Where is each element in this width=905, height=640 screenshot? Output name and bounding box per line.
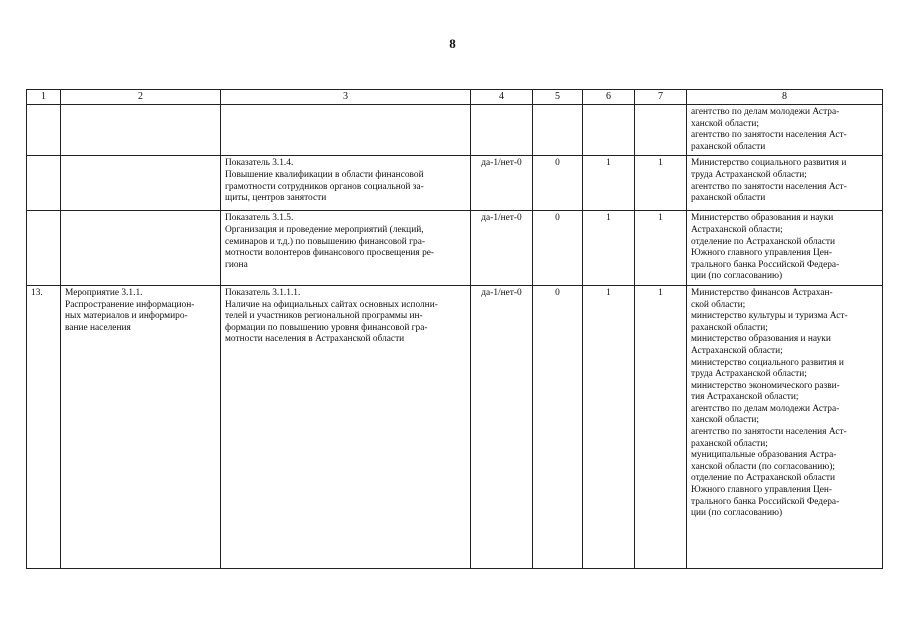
executors-cell-line: агентство по занятости населения Аст- <box>691 427 847 438</box>
indicator-cell-line: Организация и проведение мероприятий (лекций, <box>225 224 424 235</box>
value-cell-5-text: 0 <box>555 158 560 169</box>
value-cell-5 <box>533 156 583 211</box>
header-cell-8: 8 <box>687 90 883 105</box>
executors-cell-line: Министерство образования и науки <box>691 213 834 224</box>
row-number-cell <box>27 105 61 156</box>
row-number-cell-text: 13. <box>31 287 43 298</box>
executors-cell-line: агентство по делам молодежи Астра- <box>691 403 840 414</box>
executors-cell-line: Министерство финансов Астрахан- <box>691 287 833 298</box>
unit-cell-text: да-1/нет-0 <box>481 287 522 298</box>
value-cell-6-text: 1 <box>606 287 611 298</box>
value-cell-6-text: 1 <box>606 158 611 169</box>
indicator-cell-line: Показатель 3.1.5. <box>225 213 294 224</box>
executors-cell-line: Южного главного управления Цен- <box>691 248 833 259</box>
indicator-cell-line: Показатель 3.1.4. <box>225 158 294 169</box>
unit-cell-text: да-1/нет-0 <box>481 158 522 169</box>
header-cell-2: 2 <box>61 90 221 105</box>
row-number-cell <box>27 211 61 286</box>
table-row <box>27 156 883 211</box>
measure-cell-line: ных материалов и информиро- <box>65 311 188 322</box>
header-cell-5: 5 <box>533 90 583 105</box>
program-table <box>26 89 883 569</box>
executors-cell-line: министерство культуры и туризма Аст- <box>691 311 848 322</box>
executors-cell <box>687 156 883 211</box>
value-cell-7-text: 1 <box>658 287 663 298</box>
indicator-cell-line: Повышение квалификации в области финансовой <box>225 169 424 180</box>
value-cell-6 <box>583 211 635 286</box>
indicator-cell-line: формации по повышению уровня финансовой гра- <box>225 322 428 333</box>
executors-cell-line: Астраханской области; <box>691 345 783 356</box>
page-number: 8 <box>449 36 456 51</box>
executors-cell-line: ханской области; <box>691 415 759 426</box>
indicator-cell-line: гиона <box>225 259 248 270</box>
value-cell-5 <box>533 285 583 568</box>
executors-cell-line: ции (по согласованию) <box>691 271 783 282</box>
header-cell-7: 7 <box>635 90 687 105</box>
measure-cell <box>61 285 221 568</box>
measure-cell-line: Мероприятие 3.1.1. <box>65 287 143 298</box>
executors-cell-line: агентство по занятости населения Аст- <box>691 130 847 141</box>
unit-cell <box>471 211 533 286</box>
executors-cell-line: раханской области <box>691 141 766 152</box>
indicator-cell-line: семинаров и т.д.) по повышению финансовой гра- <box>225 236 425 247</box>
value-cell-5 <box>533 105 583 156</box>
executors-cell-line: тия Астраханской области; <box>691 392 799 403</box>
indicator-cell-line: телей и участников региональной программы ин- <box>225 311 423 322</box>
indicator-cell-line: мотности населения в Астраханской области <box>225 334 405 345</box>
executors-cell-line: ской области; <box>691 299 746 310</box>
table-row <box>27 285 883 568</box>
executors-cell-line: министерство экономического разви- <box>691 380 840 391</box>
value-cell-7 <box>635 211 687 286</box>
header-cell-4: 4 <box>471 90 533 105</box>
indicator-cell-line: мотности волонтеров финансового просвещения ре- <box>225 248 435 259</box>
executors-cell <box>687 285 883 568</box>
value-cell-7-text: 1 <box>658 158 663 169</box>
indicator-cell <box>221 285 471 568</box>
value-cell-6 <box>583 285 635 568</box>
table-row <box>27 211 883 286</box>
value-cell-5-text: 0 <box>555 287 560 298</box>
unit-cell <box>471 156 533 211</box>
measure-cell-line: вание населения <box>65 322 131 333</box>
value-cell-7-text: 1 <box>658 213 663 224</box>
executors-cell-line: раханской области <box>691 193 766 204</box>
header-cell-6: 6 <box>583 90 635 105</box>
measure-cell <box>61 105 221 156</box>
value-cell-6 <box>583 156 635 211</box>
header-cell-3: 3 <box>221 90 471 105</box>
executors-cell-line: отделение по Астраханской области <box>691 236 836 247</box>
executors-cell-line: ции (по согласованию) <box>691 508 783 519</box>
measure-cell <box>61 156 221 211</box>
executors-cell-line: трального банка Российской Федера- <box>691 259 840 270</box>
unit-cell-text: да-1/нет-0 <box>481 213 522 224</box>
executors-cell-line: труда Астраханской области; <box>691 169 807 180</box>
header-row <box>27 90 883 105</box>
executors-cell-line: ханской области; <box>691 118 759 129</box>
executors-cell-line: отделение по Астраханской области <box>691 473 836 484</box>
value-cell-5-text: 0 <box>555 213 560 224</box>
measure-cell <box>61 211 221 286</box>
indicator-cell-line: Показатель 3.1.1.1. <box>225 287 301 298</box>
row-number-cell <box>27 285 61 568</box>
unit-cell <box>471 105 533 156</box>
measure-cell-line: Распространение информацион- <box>65 299 195 310</box>
indicator-cell <box>221 211 471 286</box>
executors-cell-line: ханской области (по согласованию); <box>691 461 836 472</box>
executors-cell-line: муниципальные образования Астра- <box>691 450 837 461</box>
executors-cell-line: раханской области; <box>691 438 768 449</box>
executors-cell-line: Астраханской области; <box>691 224 783 235</box>
indicator-cell <box>221 105 471 156</box>
indicator-cell-line: щиты, центров занятости <box>225 193 327 204</box>
header-cell-1: 1 <box>27 90 61 105</box>
indicator-cell-line: грамотности сотрудников органов социальной за- <box>225 181 424 192</box>
unit-cell <box>471 285 533 568</box>
executors-cell-line: министерство социального развития и <box>691 357 844 368</box>
executors-cell-line: министерство образования и науки <box>691 334 831 345</box>
executors-cell <box>687 211 883 286</box>
executors-cell-line: трального банка Российской Федера- <box>691 496 840 507</box>
indicator-cell-line: Наличие на официальных сайтах основных исполни- <box>225 299 438 310</box>
value-cell-7 <box>635 285 687 568</box>
indicator-cell <box>221 156 471 211</box>
value-cell-7 <box>635 105 687 156</box>
executors-cell-line: Южного главного управления Цен- <box>691 485 833 496</box>
executors-cell-line: Министерство социального развития и <box>691 158 847 169</box>
value-cell-6-text: 1 <box>606 213 611 224</box>
value-cell-7 <box>635 156 687 211</box>
executors-cell-line: агентство по занятости населения Аст- <box>691 181 847 192</box>
value-cell-6 <box>583 105 635 156</box>
table-row <box>27 105 883 156</box>
executors-cell-line: агентство по делам молодежи Астра- <box>691 107 840 117</box>
executors-cell <box>687 105 883 156</box>
row-number-cell <box>27 156 61 211</box>
executors-cell-line: труда Астраханской области; <box>691 369 807 380</box>
value-cell-5 <box>533 211 583 286</box>
executors-cell-line: раханской области; <box>691 322 768 333</box>
